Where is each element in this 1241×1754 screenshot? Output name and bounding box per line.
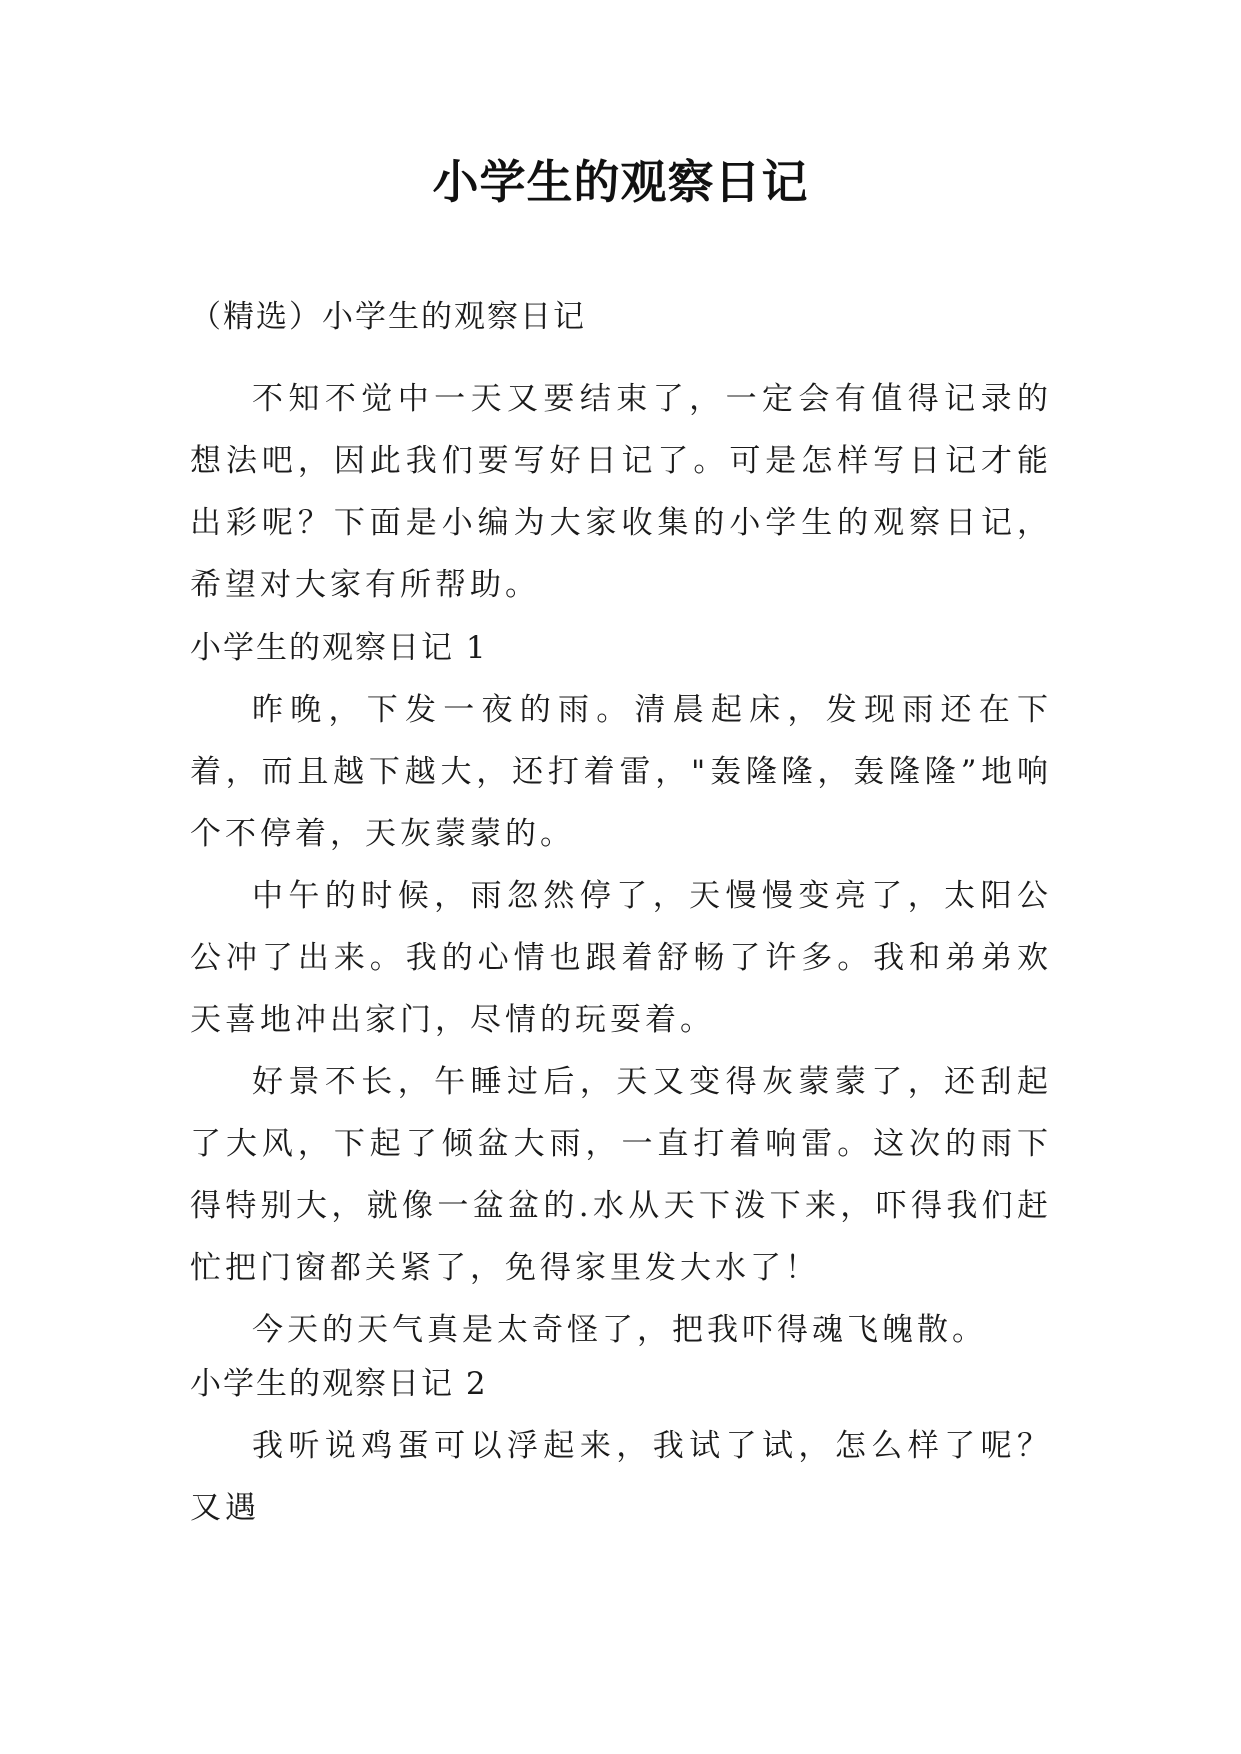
section-2 bbox=[190, 1353, 1052, 1539]
body-paragraph: 好景不长，午睡过后，天又变得灰蒙蒙了，还刮起了大风，下起了倾盆大雨，一直打着响雷。这次的雨下得特别大，就像一盆盆的.水从天下泼下来，吓得我们赶忙把门窗都关紧了，免得家里发大水了！ bbox=[190, 1064, 1052, 1286]
document-title: 小学生的观察日记 bbox=[432, 155, 809, 209]
body-paragraph: 昨晚，下发一夜的雨。清晨起床，发现雨还在下着，而且越下越大，还打着雷，"轰隆隆，轰隆隆”地响个不停着，天灰蒙蒙的。 bbox=[190, 692, 1052, 852]
section-heading: 小学生的观察日记 1 bbox=[190, 630, 488, 666]
intro-block bbox=[190, 368, 1052, 616]
body-paragraph: 今天的天气真是太奇怪了，把我吓得魂飞魄散。 bbox=[252, 1312, 987, 1348]
body-paragraph: 中午的时候，雨忽然停了，天慢慢变亮了，太阳公公冲了出来。我的心情也跟着舒畅了许多。我和弟弟欢天喜地冲出家门，尽情的玩耍着。 bbox=[190, 878, 1052, 1038]
document-subtitle: （精选）小学生的观察日记 bbox=[190, 299, 586, 335]
section-1 bbox=[190, 617, 1052, 1361]
section-heading: 小学生的观察日记 2 bbox=[190, 1366, 488, 1402]
body-paragraph: 我听说鸡蛋可以浮起来，我试了试，怎么样了呢？又遇 bbox=[190, 1428, 1052, 1526]
intro-paragraph: 不知不觉中一天又要结束了，一定会有值得记录的想法吧，因此我们要写好日记了。可是怎样写日记才能出彩呢？下面是小编为大家收集的小学生的观察日记，希望对大家有所帮助。 bbox=[190, 381, 1052, 603]
